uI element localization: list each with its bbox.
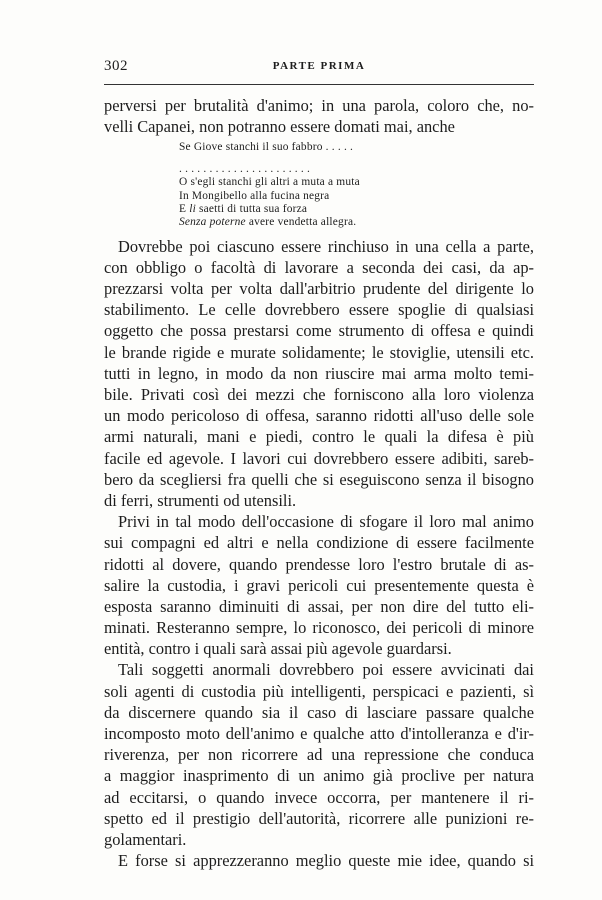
- text-line: bile. Privati così dei mezzi che forniscono alla loro violenza: [104, 385, 534, 405]
- text-line: prezzarsi volta per volta dall'arbitrio prudente del dirigente lo: [104, 279, 534, 299]
- verse-text: E: [179, 202, 190, 215]
- text-line: soli agenti di custodia più intelligenti, perspicaci e pazienti, sì: [104, 681, 534, 701]
- text-line: stabilimento. Le celle dovrebbero essere spoglie di qualsiasi: [104, 300, 534, 320]
- verse-line: [179, 216, 534, 229]
- text-line: esposta saranno diminuiti di assai, per non dire del tutto eli-: [104, 596, 534, 616]
- text-line: un modo pericoloso di offesa, saranno ridotti all'uso delle sole: [104, 406, 534, 426]
- text-line: facile ed agevole. I lavori cui dovrebbero essere adibiti, sareb-: [104, 448, 534, 468]
- text-line: minati. Resteranno sempre, lo riconosco, dei pericoli di minore: [104, 618, 534, 638]
- paragraph-4: [104, 850, 534, 871]
- verse-line: Se Giove stanchi il suo fabbro . . . . .: [179, 141, 354, 154]
- paragraph-1: [104, 236, 534, 511]
- text-line: golamentari.: [104, 829, 187, 849]
- verse-line: In Mongibello alla fucina negra: [179, 189, 330, 202]
- text-line: oggetto che possa prestarsi come strumento di offesa e quindi: [104, 321, 534, 341]
- verse-line: [179, 203, 534, 216]
- header-rule: [104, 84, 534, 85]
- verse-italic-text: Senza poterne: [179, 216, 246, 229]
- text-line: Tali soggetti anormali dovrebbero poi essere avvicinati dai: [118, 660, 534, 680]
- text-line: tutti in legno, in modo da non riuscire mai arma molto temi-: [104, 363, 534, 383]
- text-line: bero da scegliersi fra quelli che si eseguiscono senza il bisogno: [104, 469, 534, 489]
- text-line: Dovrebbe poi ciascuno essere rinchiuso in una cella a parte,: [118, 236, 534, 256]
- text-line: a maggior inasprimento di un animo già proclive per natura: [104, 766, 534, 786]
- text-line: di ferri, strumenti od utensili.: [104, 490, 297, 510]
- text-line: incomposto moto dell'animo e qualche atto d'intolleranza e d'ir-: [104, 724, 534, 744]
- page-header: [104, 58, 534, 82]
- text-line: le brande rigide e murate solidamente; le stoviglie, utensili etc.: [104, 342, 534, 362]
- text-line: Privi in tal modo dell'occasione di sfogare il loro mal animo: [118, 512, 534, 532]
- verse-text: saetti di tutta sua forza: [195, 202, 308, 215]
- text-line: ad eccitarsi, o quando invece occorra, per mantenere il ri-: [104, 787, 534, 807]
- verse-text: avere vendetta allegra.: [245, 216, 357, 229]
- text-line: velli Capanei, non potranno essere domati mai, anche: [104, 117, 455, 137]
- text-line: armi naturali, mani e piedi, contro le quali la difesa è più: [104, 427, 534, 447]
- text-line: perversi per brutalità d'animo; in una parola, coloro che, no-: [104, 96, 534, 115]
- paragraph-3: [104, 659, 534, 850]
- verse-italic-text: li: [189, 202, 196, 215]
- paragraph-intro: [104, 95, 534, 137]
- body-text: [104, 95, 534, 871]
- page-number: 302: [104, 58, 128, 74]
- verse-line: O s'egli stanchi gli altri a muta a muta: [179, 176, 360, 189]
- text-line: con obbligo o facoltà di lavorare a seconda dei casi, da ap-: [104, 257, 534, 277]
- paragraph-2: [104, 511, 534, 659]
- text-line: riverenza, per non ricorrere ad una repressione che conduca: [104, 745, 534, 765]
- text-line: sui compagni ed altri e nella condizione di essere facilmente: [104, 533, 534, 553]
- text-line: ridotti al dovere, quando prendesse loro l'estro brutale di as-: [104, 554, 534, 574]
- text-line: salire la custodia, i gravi pericoli cui presentemente questa è: [104, 575, 534, 595]
- text-line: da discernere quando sia il caso di lasciare passare qualche: [104, 702, 534, 722]
- running-title: PARTE PRIMA: [272, 60, 366, 72]
- text-line: entità, contro i quali sarà assai più agevole guardarsi.: [104, 639, 452, 659]
- text-line: E forse si apprezzeranno meglio queste mie idee, quando si: [118, 851, 534, 871]
- verse-quotation: [104, 141, 534, 229]
- text-line: spetto ed il prestigio dell'autorità, ricorrere alle punizioni re-: [104, 808, 534, 828]
- verse-ellipsis-line: . . . . . . . . . . . . . . . . . . . . . .: [179, 162, 311, 175]
